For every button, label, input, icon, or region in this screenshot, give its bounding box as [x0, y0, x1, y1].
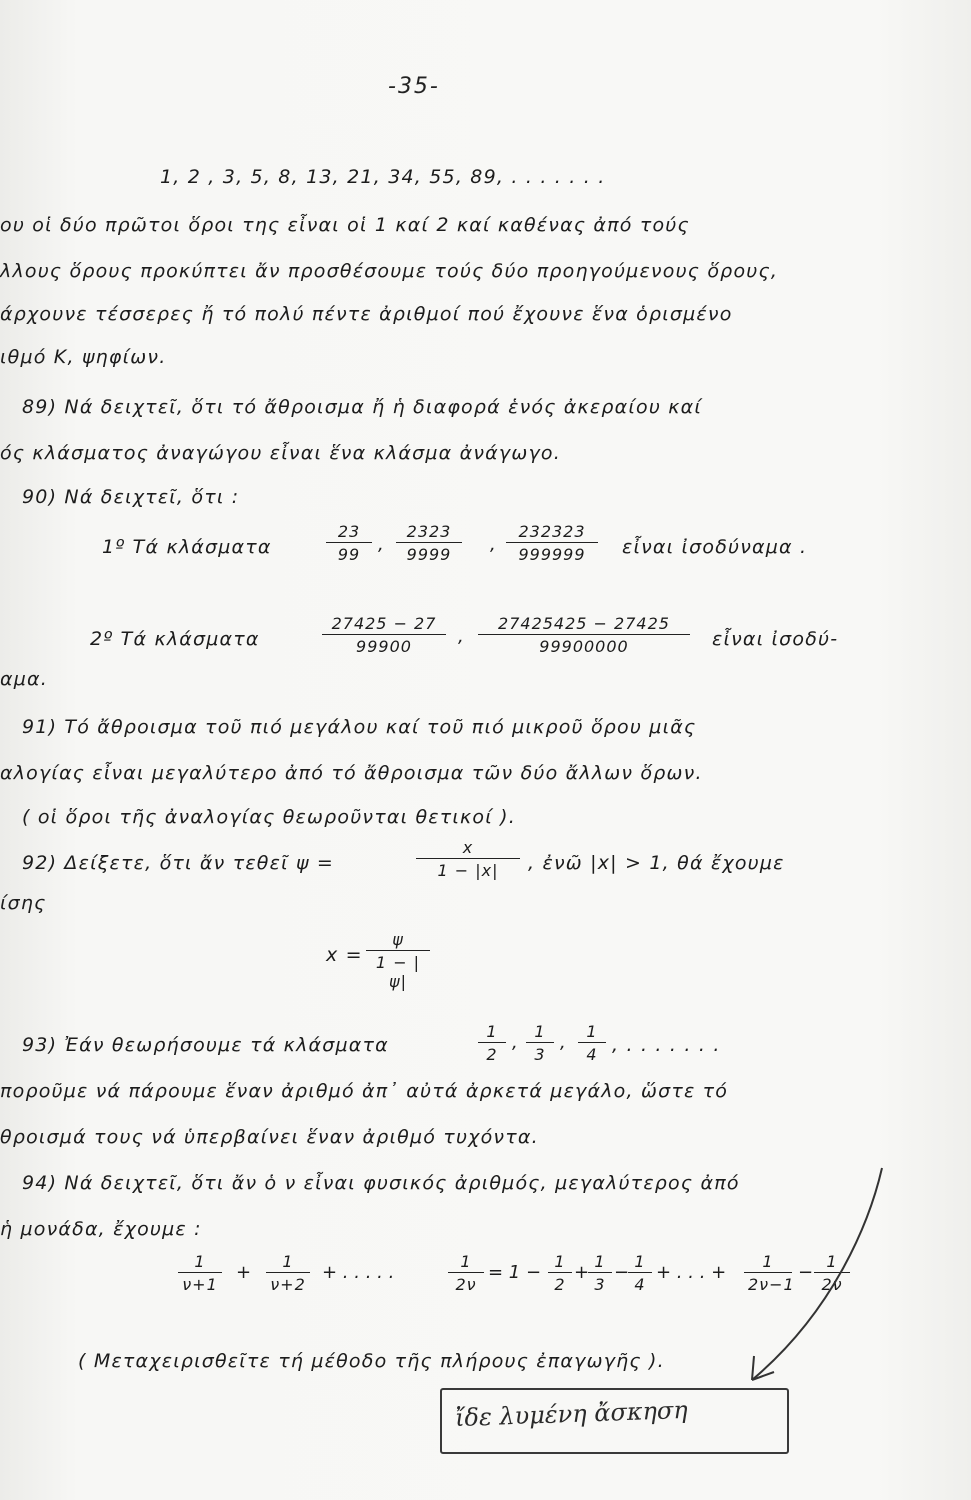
- fraction-numerator: 23: [337, 522, 361, 541]
- fraction-numerator: 232323: [518, 522, 586, 541]
- fraction-denominator: 99: [337, 545, 361, 564]
- fraction-numerator: 1: [826, 1252, 838, 1271]
- minus-sign: −: [798, 1262, 814, 1283]
- problem-90-header: 90) Νά δειχτεῖ, ὅτι :: [22, 486, 240, 508]
- fraction-numerator: 2323: [406, 522, 452, 541]
- problem-91-line-3: ( οἱ ὅροι τῆς ἀναλογίας θεωροῦνται θετικοί ).: [22, 806, 516, 828]
- fraction-denominator: 3: [534, 1045, 546, 1064]
- minus-sign: −: [614, 1262, 630, 1283]
- problem-89-line-2: ός κλάσματος ἀναγώγου εἶναι ἕνα κλάσμα ἀνάγωγο.: [0, 442, 561, 464]
- problem-91-line-2: αλογίας εἶναι μεγαλύτερο ἀπό τό ἄθροισμα τῶν δύο ἄλλων ὅρων.: [0, 762, 703, 784]
- fraction-1-2: [478, 1022, 506, 1064]
- fraction-denominator: 4: [634, 1275, 646, 1294]
- fraction-numerator: 1: [554, 1252, 566, 1271]
- problem-94-hint: ( Μεταχειρισθεῖτε τή μέθοδο τῆς πλήρους ἐπαγωγῆς ).: [78, 1350, 665, 1372]
- problem-94-line-1: 94) Νά δειχτεῖ, ὅτι ἄν ὁ ν εἶναι φυσικός ἀριθμός, μεγαλύτερος ἀπό: [22, 1172, 740, 1194]
- fraction-denominator: 999999: [518, 545, 586, 564]
- fraction-denominator: 9999: [406, 545, 452, 564]
- fraction-denominator: 2ν: [455, 1275, 477, 1294]
- fraction-psi-over-1-minus-abs-psi: [366, 930, 430, 991]
- annotation-arrow-icon: [740, 1160, 890, 1400]
- page-number: -35-: [388, 74, 440, 99]
- fraction-1-over-2nu: [448, 1252, 484, 1294]
- fraction-denominator: 1 − |ψ|: [375, 953, 421, 991]
- fraction-denominator: 2ν−1: [748, 1275, 795, 1294]
- fraction-2323-9999: [396, 522, 462, 564]
- fraction-denominator: 2ν: [821, 1275, 843, 1294]
- problem-90-item-1-label: 1º Τά κλάσματα: [102, 536, 272, 558]
- ellipsis: + . . . . .: [322, 1262, 395, 1283]
- problem-90-item-2-tail: εἶναι ἰσοδύ-: [712, 628, 839, 650]
- fraction-232323-999999: [506, 522, 598, 564]
- problem-92-lead: 92) Δείξετε, ὅτι ἄν τεθεῖ ψ =: [22, 852, 335, 874]
- problem-92-result-lhs: x =: [326, 944, 363, 966]
- fraction-denominator: 2: [486, 1045, 498, 1064]
- fraction-1-4-eq: [628, 1252, 652, 1294]
- fraction-27425425-minus-27425: [478, 614, 690, 656]
- problem-94-line-2: ἡ μονάδα, ἔχουμε :: [0, 1218, 202, 1240]
- problem-93-lead: 93) Ἐάν θεωρήσουμε τά κλάσματα: [22, 1034, 389, 1056]
- fraction-numerator: 27425425 − 27425: [498, 614, 670, 633]
- fraction-1-4: [578, 1022, 606, 1064]
- intro-line-3: άρχουνε τέσσερες ἤ τό πολύ πέντε ἀριθμοί πού ἔχουνε ἕνα ὁρισμένο: [0, 303, 733, 325]
- fraction-numerator: 1: [194, 1252, 206, 1271]
- fraction-denominator: ν+1: [182, 1275, 218, 1294]
- fraction-1-over-nu-plus-1: [178, 1252, 222, 1294]
- comma: ,: [560, 1032, 566, 1053]
- fraction-numerator: 1: [634, 1252, 646, 1271]
- problem-93-line-2: ποροῦμε νά πάρουμε ἕναν ἀριθμό ἀπ᾽ αὐτά ἀρκετά μεγάλο, ὥστε τό: [0, 1080, 729, 1102]
- fraction-1-2-eq: [548, 1252, 572, 1294]
- fraction-23-99: [326, 522, 372, 564]
- fraction-1-3-eq: [588, 1252, 612, 1294]
- fraction-numerator: 1: [762, 1252, 774, 1271]
- fraction-denominator: 3: [594, 1275, 606, 1294]
- comma: ,: [512, 1032, 518, 1053]
- equals-one-minus: = 1 −: [488, 1262, 542, 1283]
- comma: ,: [378, 534, 384, 555]
- problem-90-item-1-tail: εἶναι ἰσοδύναμα .: [622, 536, 808, 558]
- fraction-denominator: 99900000: [539, 637, 629, 656]
- fraction-numerator: 1: [594, 1252, 606, 1271]
- comma: ,: [458, 626, 464, 647]
- fraction-numerator: x: [462, 838, 474, 857]
- fibonacci-sequence: 1, 2 , 3, 5, 8, 13, 21, 34, 55, 89, . . . . . . .: [160, 166, 606, 188]
- fraction-numerator: 1: [534, 1022, 546, 1041]
- comma: ,: [490, 534, 496, 555]
- fraction-x-over-1-minus-abs-x: [416, 838, 520, 880]
- problem-91-line-1: 91) Τό ἄθροισμα τοῦ πιό μεγάλου καί τοῦ πιό μικροῦ ὅρου μιᾶς: [22, 716, 697, 738]
- margin-note: ἴδε λυμένη ἄσκηση: [454, 1395, 689, 1433]
- fraction-numerator: 1: [282, 1252, 294, 1271]
- intro-line-2: λλους ὅρους προκύπτει ἄν προσθέσουμε τούς δύο προηγούμενους ὅρους,: [0, 260, 779, 282]
- fraction-27425-minus-27: [322, 614, 446, 656]
- fraction-numerator: ψ: [392, 930, 404, 949]
- problem-93-dots: , . . . . . . .: [612, 1034, 721, 1056]
- fraction-numerator: 1: [486, 1022, 498, 1041]
- fraction-denominator: 4: [586, 1045, 598, 1064]
- problem-90-item-2-continuation: αμα.: [0, 668, 48, 690]
- fraction-denominator: 1 − |x|: [437, 861, 499, 880]
- fraction-denominator: 2: [554, 1275, 566, 1294]
- intro-line-4: ιθμό Κ, ψηφίων.: [0, 346, 167, 368]
- fraction-denominator: ν+2: [270, 1275, 306, 1294]
- fraction-numerator: 1: [586, 1022, 598, 1041]
- fraction-denominator: 99900: [356, 637, 412, 656]
- problem-90-item-2-label: 2º Τά κλάσματα: [90, 628, 260, 650]
- ellipsis: + . . . +: [656, 1262, 727, 1283]
- problem-93-line-3: θροισμά τους νά ὑπερβαίνει ἕναν ἀριθμό τυχόντα.: [0, 1126, 539, 1148]
- plus-sign: +: [236, 1262, 252, 1283]
- fraction-numerator: 1: [460, 1252, 472, 1271]
- problem-89-line-1: 89) Νά δειχτεῖ, ὅτι τό ἄθροισμα ἤ ἡ διαφορά ἑνός ἀκεραίου καί: [22, 396, 703, 418]
- problem-92-continuation: ίσης: [0, 892, 47, 914]
- plus-sign: +: [574, 1262, 590, 1283]
- fraction-1-over-nu-plus-2: [266, 1252, 310, 1294]
- fraction-numerator: 27425 − 27: [331, 614, 437, 633]
- fraction-1-3: [526, 1022, 554, 1064]
- problem-92-condition: , ἐνῶ |x| > 1, θά ἔχουμε: [528, 852, 785, 874]
- intro-line-1: ου οἱ δύο πρῶτοι ὅροι της εἶναι οἱ 1 καί 2 καί καθένας ἀπό τούς: [0, 214, 690, 236]
